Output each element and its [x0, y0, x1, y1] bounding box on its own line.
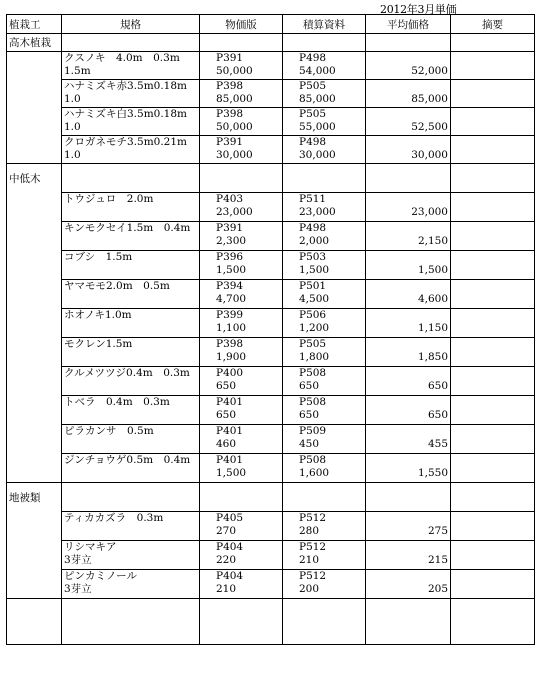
bukka-page: P403: [216, 193, 244, 205]
sekisan-page: P509: [299, 425, 327, 437]
bukka-price: 30,000: [216, 149, 253, 161]
empty-cell: [200, 483, 283, 512]
bukka-page: P398: [216, 108, 244, 120]
sekisan-cell: [283, 570, 366, 599]
sekisan-price: 210: [299, 554, 320, 566]
spec-line1: クスノキ 4.0m 0.3m: [64, 52, 180, 64]
spec-cell: [62, 108, 200, 136]
empty-cell: [62, 483, 200, 512]
remarks-cell: [451, 309, 535, 338]
empty-cell: [451, 483, 535, 512]
bukka-page: P401: [216, 396, 244, 408]
remarks-cell: [451, 108, 535, 136]
sekisan-cell: [283, 251, 366, 280]
bukka-page: P401: [216, 454, 244, 466]
remarks-cell: [451, 280, 535, 309]
bukka-cell: [200, 193, 283, 222]
average-price: 215: [427, 554, 448, 566]
category-row: [7, 164, 535, 193]
remarks-cell: [451, 396, 535, 425]
empty-cell: [62, 599, 200, 645]
table-row: [7, 193, 535, 222]
average-blank: [368, 425, 448, 438]
spec-cell: [62, 541, 200, 570]
spec-line2: [64, 409, 197, 422]
remarks-cell: [451, 570, 535, 599]
sekisan-page: P508: [299, 454, 327, 466]
bukka-price: 210: [216, 583, 237, 595]
sekisan-cell: [283, 136, 366, 164]
spec-cell: [62, 251, 200, 280]
sekisan-price: 1,200: [299, 322, 330, 334]
average-blank: [368, 338, 448, 351]
sekisan-cell: [283, 396, 366, 425]
average-cell: [366, 425, 451, 454]
bukka-page: P404: [216, 541, 244, 553]
sekisan-price: 200: [299, 583, 320, 595]
average-blank: [368, 541, 448, 554]
spec-cell: [62, 425, 200, 454]
average-cell: [366, 541, 451, 570]
average-cell: [366, 396, 451, 425]
average-price: 52,000: [411, 65, 448, 77]
average-blank: [368, 251, 448, 264]
sekisan-cell: [283, 309, 366, 338]
empty-cell: [366, 34, 451, 52]
average-blank: [368, 396, 448, 409]
header-average: 平均価格: [366, 15, 451, 34]
bukka-price: 4,700: [216, 293, 247, 305]
bukka-cell: [200, 570, 283, 599]
category-spacer: [7, 251, 62, 280]
average-cell: [366, 52, 451, 80]
table-body: [7, 34, 535, 645]
average-blank: [368, 570, 448, 583]
sekisan-price: 85,000: [299, 93, 336, 105]
spec-line1: クルメツツジ0.4m 0.3m: [64, 367, 190, 379]
category-spacer: [7, 425, 62, 454]
bukka-cell: [200, 52, 283, 80]
bukka-page: P404: [216, 570, 244, 582]
sekisan-page: P512: [299, 541, 327, 553]
sekisan-page: P508: [299, 396, 327, 408]
category-name: 高木植栽: [9, 37, 51, 49]
average-blank: [368, 193, 448, 206]
spec-line2: [64, 264, 197, 277]
sekisan-price: 650: [299, 380, 320, 392]
spec-line2: [64, 525, 197, 538]
spec-line2: [64, 235, 197, 248]
average-price: 52,500: [411, 121, 448, 133]
bukka-page: P398: [216, 338, 244, 350]
average-price: 2,150: [417, 235, 448, 247]
bukka-cell: [200, 309, 283, 338]
category-spacer: [7, 136, 62, 164]
table-row: [7, 280, 535, 309]
category-spacer: [7, 541, 62, 570]
table-row: [7, 309, 535, 338]
average-cell: [366, 136, 451, 164]
average-blank: [368, 222, 448, 235]
spec-line1: モクレン1.5m: [64, 338, 133, 350]
sekisan-cell: [283, 80, 366, 108]
category-row: [7, 34, 535, 52]
spec-line1: キンモクセイ1.5m 0.4m: [64, 222, 191, 234]
category-name: 地被類: [9, 491, 41, 504]
header-spec: 規格: [62, 15, 200, 34]
header-bukka: 物価版: [200, 15, 283, 34]
table-row: [7, 367, 535, 396]
spec-line1: リシマキア: [64, 541, 117, 553]
sekisan-page: P511: [299, 193, 327, 205]
average-blank: [368, 280, 448, 293]
category-spacer: [7, 52, 62, 80]
category-spacer: [7, 512, 62, 541]
spec-line1: ピラカンサ 0.5m: [64, 425, 154, 437]
bukka-page: P391: [216, 52, 244, 64]
bukka-page: P391: [216, 136, 244, 148]
sekisan-page: P505: [299, 108, 327, 120]
spec-line2: [64, 467, 197, 480]
bukka-cell: [200, 541, 283, 570]
bukka-page: P391: [216, 222, 244, 234]
average-price: 275: [427, 525, 448, 537]
empty-cell: [283, 599, 366, 645]
sekisan-page: P512: [299, 512, 327, 524]
bukka-cell: [200, 222, 283, 251]
remarks-cell: [451, 52, 535, 80]
average-blank: [368, 367, 448, 380]
average-price: 455: [427, 438, 448, 450]
empty-cell: [283, 483, 366, 512]
sekisan-cell: [283, 193, 366, 222]
table-row: [7, 251, 535, 280]
bukka-price: 220: [216, 554, 237, 566]
table-row: [7, 425, 535, 454]
average-cell: [366, 280, 451, 309]
table-row: [7, 222, 535, 251]
empty-cell: [200, 599, 283, 645]
table-row: [7, 80, 535, 108]
spec-line2: [64, 438, 197, 451]
spec-cell: [62, 80, 200, 108]
sekisan-page: P505: [299, 338, 327, 350]
average-price: 30,000: [411, 149, 448, 161]
bukka-cell: [200, 367, 283, 396]
bukka-page: P398: [216, 80, 244, 92]
empty-cell: [366, 599, 451, 645]
spec-line2: [64, 293, 197, 306]
sekisan-price: 54,000: [299, 65, 336, 77]
average-price: 1,550: [417, 467, 448, 479]
table-row: [7, 136, 535, 164]
date-label: 2012年3月単価: [380, 3, 457, 16]
sekisan-page: P498: [299, 222, 327, 234]
spec-line2: [64, 351, 197, 364]
average-cell: [366, 251, 451, 280]
bukka-price: 85,000: [216, 93, 253, 105]
spec-line1: ヤマモモ2.0m 0.5m: [64, 280, 170, 292]
average-blank: [368, 512, 448, 525]
spec-line1: ピンカミノール: [64, 570, 137, 582]
sekisan-cell: [283, 108, 366, 136]
average-cell: [366, 570, 451, 599]
sekisan-cell: [283, 454, 366, 483]
empty-cell: [451, 599, 535, 645]
bukka-cell: [200, 108, 283, 136]
spec-line1: トウジュロ 2.0m: [64, 193, 154, 205]
sekisan-cell: [283, 338, 366, 367]
bukka-cell: [200, 512, 283, 541]
bukka-cell: [200, 136, 283, 164]
header-sekisan: 積算資料: [283, 15, 366, 34]
empty-cell: [200, 164, 283, 193]
table-row: [7, 454, 535, 483]
sekisan-price: 55,000: [299, 121, 336, 133]
spec-cell: [62, 454, 200, 483]
bukka-price: 650: [216, 380, 237, 392]
average-cell: [366, 193, 451, 222]
average-blank: [368, 80, 448, 93]
empty-cell: [62, 164, 200, 193]
remarks-cell: [451, 425, 535, 454]
spec-line2: [64, 380, 197, 393]
empty-cell: [366, 483, 451, 512]
category-spacer: [7, 367, 62, 396]
remarks-cell: [451, 454, 535, 483]
average-price: 1,500: [417, 264, 448, 276]
bukka-price: 23,000: [216, 206, 253, 218]
spec-line1: ホオノキ1.0m: [64, 309, 132, 321]
spec-line1: クロガネモチ3.5m0.21m: [64, 136, 187, 148]
average-price: 4,600: [417, 293, 448, 305]
category-spacer: [7, 454, 62, 483]
remarks-cell: [451, 512, 535, 541]
spec-cell: [62, 338, 200, 367]
average-cell: [366, 108, 451, 136]
spec-cell: [62, 367, 200, 396]
spec-line2: 1.0: [64, 93, 81, 105]
spec-cell: [62, 396, 200, 425]
table-row: [7, 396, 535, 425]
empty-cell: [62, 34, 200, 52]
average-blank: [368, 52, 448, 65]
average-cell: [366, 338, 451, 367]
average-cell: [366, 309, 451, 338]
table-row: [7, 338, 535, 367]
average-blank: [368, 454, 448, 467]
bukka-price: 50,000: [216, 121, 253, 133]
spec-line1: ティカカズラ 0.3m: [64, 512, 164, 524]
bukka-cell: [200, 80, 283, 108]
average-blank: [368, 136, 448, 149]
remarks-cell: [451, 367, 535, 396]
bukka-page: P394: [216, 280, 244, 292]
empty-cell: [283, 164, 366, 193]
average-cell: [366, 222, 451, 251]
sekisan-price: 23,000: [299, 206, 336, 218]
empty-cell: [7, 599, 62, 645]
remarks-cell: [451, 193, 535, 222]
spec-line2: [64, 322, 197, 335]
bukka-price: 1,500: [216, 467, 247, 479]
sekisan-cell: [283, 425, 366, 454]
sekisan-price: 1,800: [299, 351, 330, 363]
category-spacer: [7, 309, 62, 338]
sekisan-cell: [283, 222, 366, 251]
remarks-cell: [451, 222, 535, 251]
bukka-price: 2,300: [216, 235, 247, 247]
spec-cell: [62, 52, 200, 80]
sekisan-cell: [283, 367, 366, 396]
category-label: [7, 34, 62, 52]
sekisan-cell: [283, 512, 366, 541]
remarks-cell: [451, 80, 535, 108]
average-price: 1,850: [417, 351, 448, 363]
category-spacer: [7, 222, 62, 251]
sekisan-price: 2,000: [299, 235, 330, 247]
category-label: [7, 483, 62, 512]
table-row: [7, 541, 535, 570]
spec-line1: ハナミズキ赤3.5m0.18m: [64, 80, 187, 92]
sekisan-page: P512: [299, 570, 327, 582]
average-price: 23,000: [411, 206, 448, 218]
average-price: 85,000: [411, 93, 448, 105]
bukka-page: P396: [216, 251, 244, 263]
bukka-cell: [200, 251, 283, 280]
sekisan-price: 1,500: [299, 264, 330, 276]
category-name: 中低木: [9, 172, 41, 185]
sekisan-cell: [283, 280, 366, 309]
spec-cell: [62, 309, 200, 338]
average-cell: [366, 512, 451, 541]
spec-line1: ハナミズキ白3.5m0.18m: [64, 108, 187, 120]
spec-cell: [62, 280, 200, 309]
sekisan-price: 30,000: [299, 149, 336, 161]
empty-row: [7, 599, 535, 645]
bukka-price: 1,500: [216, 264, 247, 276]
table-row: [7, 512, 535, 541]
bukka-price: 50,000: [216, 65, 253, 77]
sekisan-page: P505: [299, 80, 327, 92]
spec-line2: 3芽立: [64, 583, 92, 595]
table-row: [7, 570, 535, 599]
spec-cell: [62, 570, 200, 599]
category-spacer: [7, 193, 62, 222]
sekisan-page: P498: [299, 136, 327, 148]
average-blank: [368, 108, 448, 121]
sekisan-price: 650: [299, 409, 320, 421]
sekisan-cell: [283, 541, 366, 570]
spec-line1: ジンチョウゲ0.5m 0.4m: [64, 454, 191, 466]
sekisan-page: P498: [299, 52, 327, 64]
category-spacer: [7, 280, 62, 309]
bukka-cell: [200, 425, 283, 454]
bukka-page: P401: [216, 425, 244, 437]
sekisan-page: P506: [299, 309, 327, 321]
bukka-cell: [200, 396, 283, 425]
header-planting: 植栽工: [7, 15, 62, 34]
spec-cell: [62, 136, 200, 164]
bukka-page: P400: [216, 367, 244, 379]
average-blank: [368, 309, 448, 322]
empty-cell: [283, 34, 366, 52]
bukka-cell: [200, 454, 283, 483]
sekisan-cell: [283, 52, 366, 80]
header-row: [7, 15, 535, 34]
empty-cell: [451, 34, 535, 52]
header-remarks: 摘要: [451, 15, 535, 34]
spec-cell: [62, 193, 200, 222]
category-spacer: [7, 80, 62, 108]
average-price: 1,150: [417, 322, 448, 334]
sekisan-page: P501: [299, 280, 327, 292]
spec-line1: トベラ 0.4m 0.3m: [64, 396, 170, 408]
bukka-cell: [200, 280, 283, 309]
empty-cell: [366, 164, 451, 193]
spec-line2: 3芽立: [64, 554, 92, 566]
remarks-cell: [451, 136, 535, 164]
category-label: [7, 164, 62, 193]
sekisan-price: 450: [299, 438, 320, 450]
sekisan-price: 280: [299, 525, 320, 537]
bukka-page: P399: [216, 309, 244, 321]
sekisan-price: 1,600: [299, 467, 330, 479]
spec-line2: 1.0: [64, 121, 81, 133]
sekisan-page: P508: [299, 367, 327, 379]
empty-cell: [200, 34, 283, 52]
average-price: 650: [427, 380, 448, 392]
remarks-cell: [451, 541, 535, 570]
empty-cell: [451, 164, 535, 193]
average-price: 650: [427, 409, 448, 421]
bukka-price: 270: [216, 525, 237, 537]
category-spacer: [7, 338, 62, 367]
sekisan-page: P503: [299, 251, 327, 263]
remarks-cell: [451, 338, 535, 367]
sekisan-price: 4,500: [299, 293, 330, 305]
bukka-price: 460: [216, 438, 237, 450]
remarks-cell: [451, 251, 535, 280]
spec-line2: 1.0: [64, 149, 81, 161]
average-price: 205: [427, 583, 448, 595]
category-spacer: [7, 108, 62, 136]
spec-cell: [62, 512, 200, 541]
bukka-page: P405: [216, 512, 244, 524]
spec-line1: コブシ 1.5m: [64, 251, 133, 263]
category-spacer: [7, 570, 62, 599]
price-table: [6, 14, 535, 645]
spec-cell: [62, 222, 200, 251]
spec-line2: 1.5m: [64, 65, 91, 77]
table-row: [7, 52, 535, 80]
category-row: [7, 483, 535, 512]
bukka-price: 650: [216, 409, 237, 421]
category-spacer: [7, 396, 62, 425]
bukka-price: 1,100: [216, 322, 247, 334]
average-cell: [366, 454, 451, 483]
average-cell: [366, 80, 451, 108]
average-cell: [366, 367, 451, 396]
table-row: [7, 108, 535, 136]
bukka-price: 1,900: [216, 351, 247, 363]
spec-line2: [64, 206, 197, 219]
bukka-cell: [200, 338, 283, 367]
